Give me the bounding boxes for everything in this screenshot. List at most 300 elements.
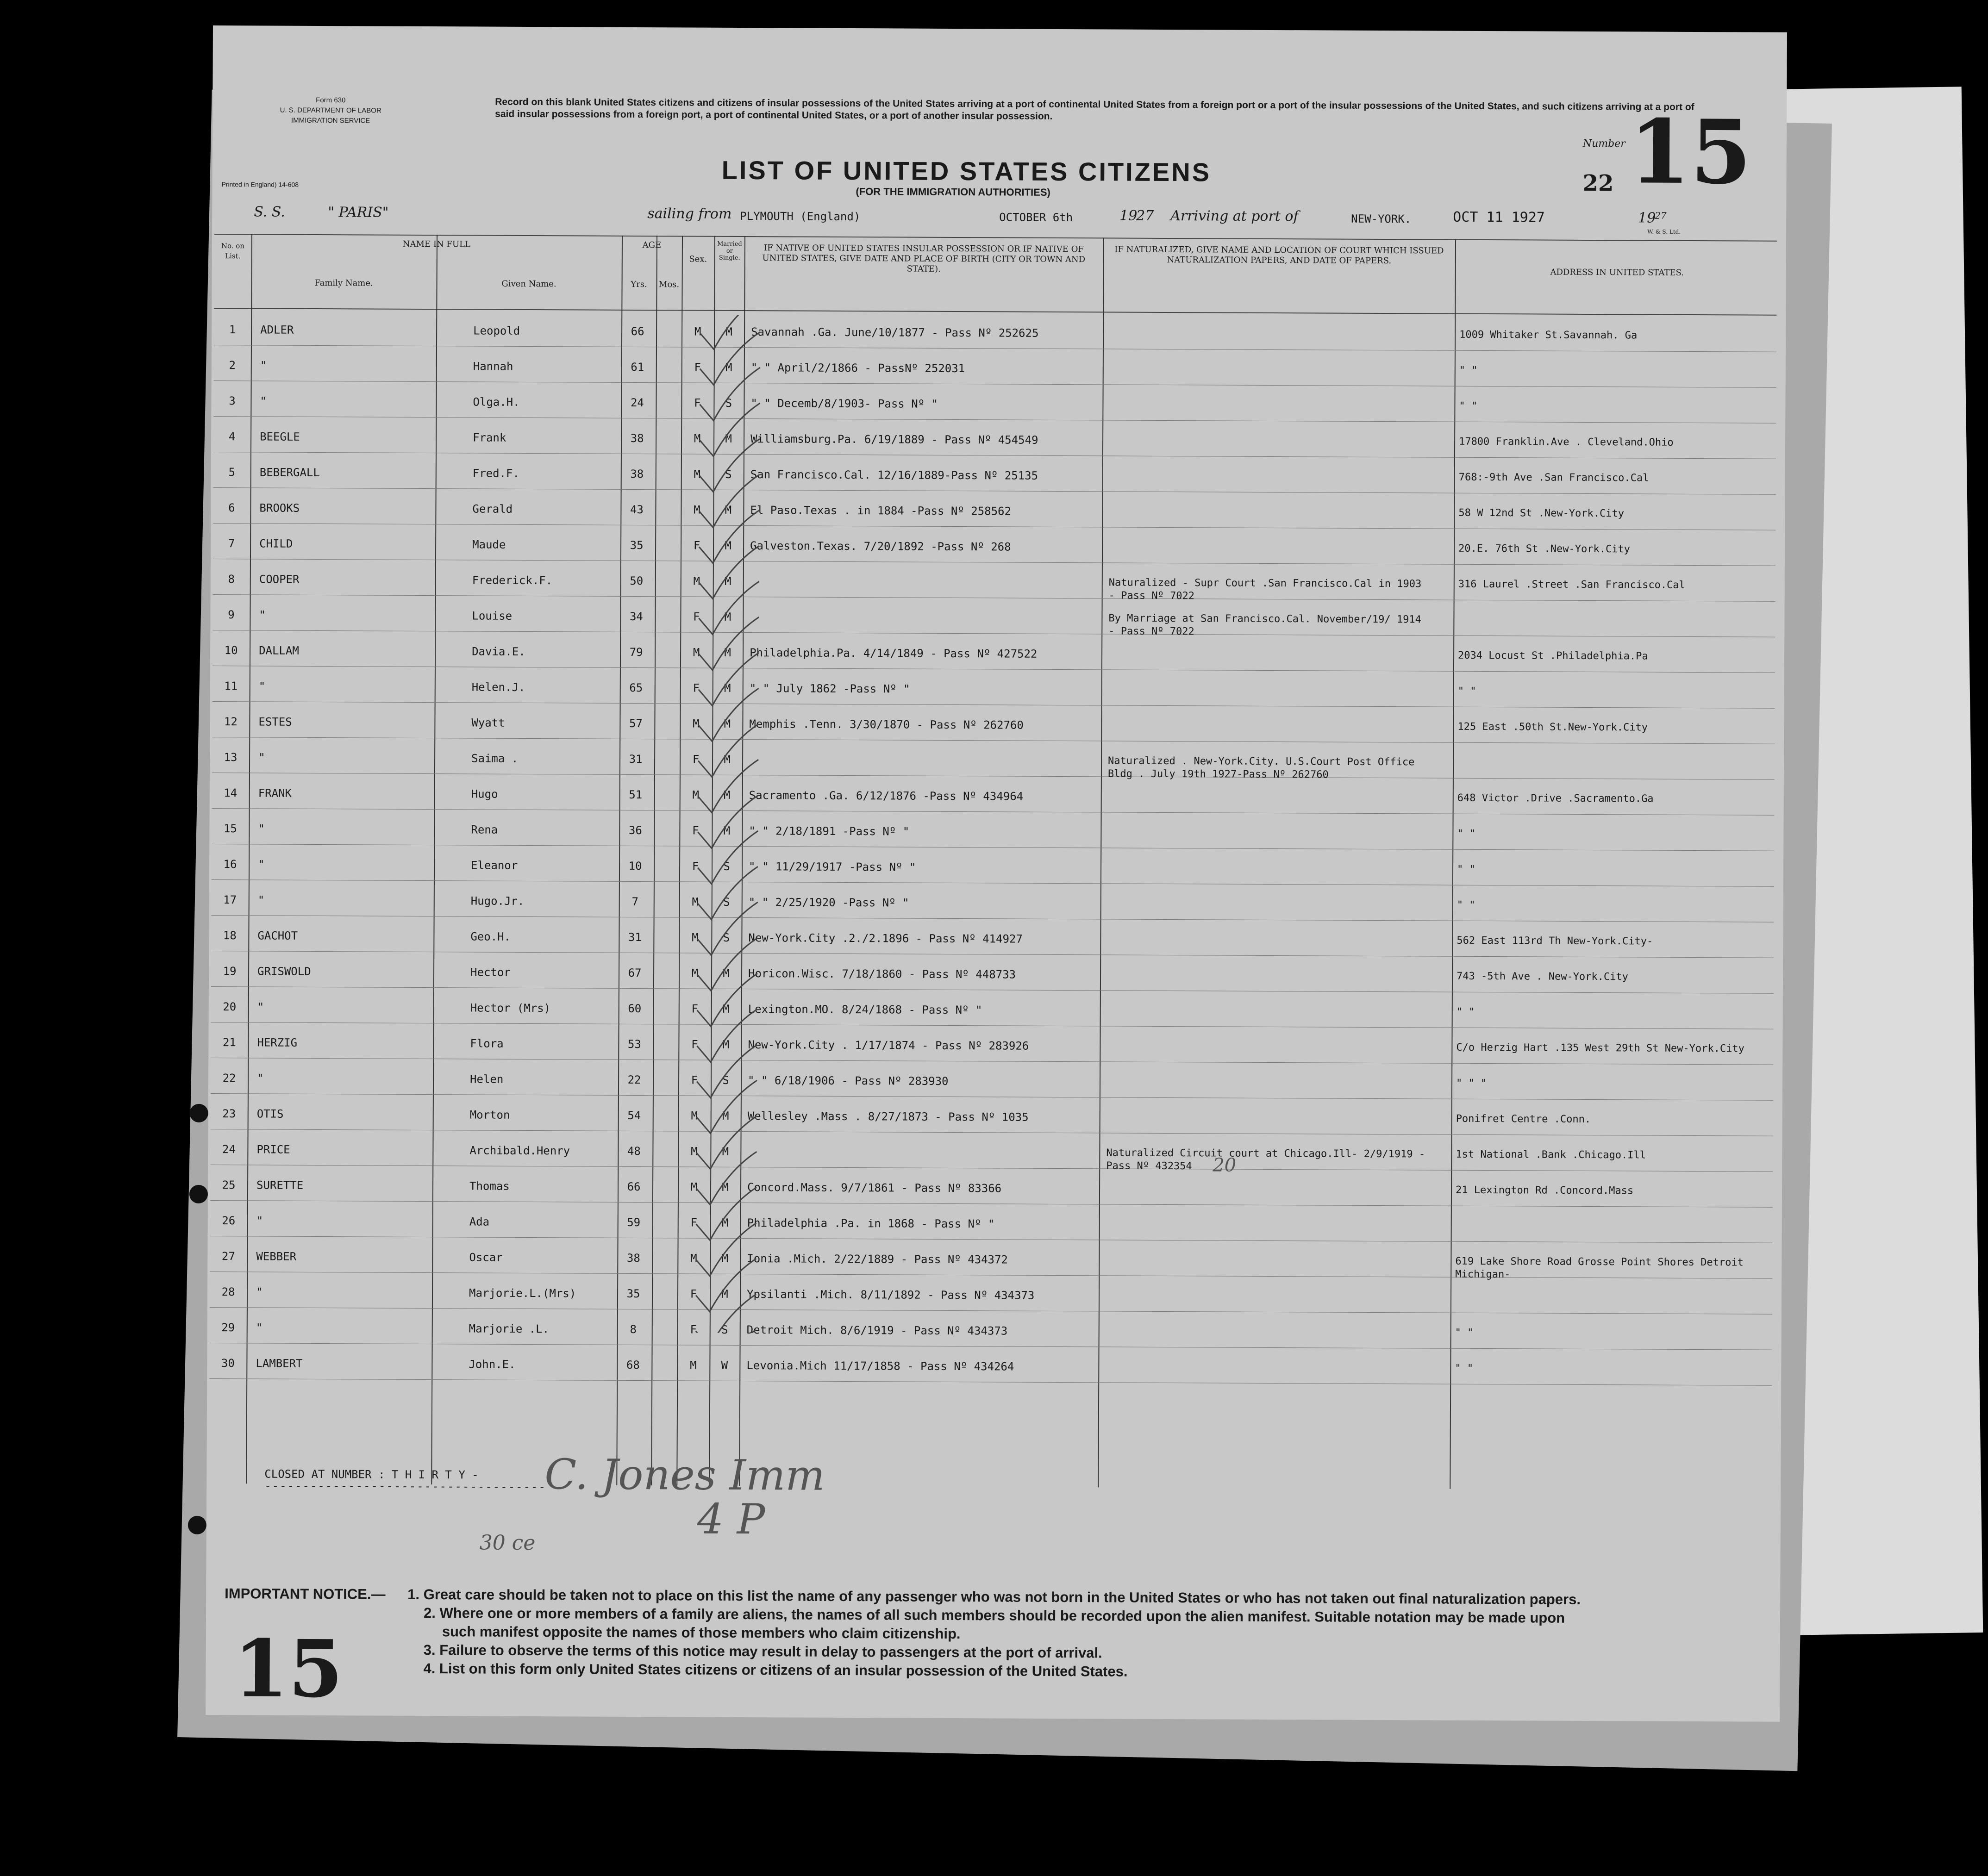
cell-birth: New-York.City .2./2.1896 - Pass Nº 414927	[748, 931, 1023, 946]
cell-family: ESTES	[258, 715, 292, 729]
header-given-name: Given Name.	[501, 279, 556, 289]
cell-sex: M	[694, 467, 701, 481]
cell-no: 7	[228, 537, 235, 550]
handwritten-note: 30 ce	[479, 1531, 536, 1555]
row-rule	[211, 1093, 1773, 1101]
cell-age: 31	[628, 930, 642, 944]
cell-address: 1009 Whitaker St.Savannah. Ga	[1459, 329, 1638, 342]
cell-sex: M	[691, 966, 699, 980]
departure-date: OCTOBER 6th	[999, 211, 1073, 224]
cell-no: 24	[222, 1143, 236, 1156]
handwritten-note: 4 P	[697, 1495, 765, 1544]
cell-sex: M	[690, 1180, 698, 1194]
cell-family: BEEGLE	[260, 430, 300, 443]
cell-no: 29	[221, 1321, 235, 1334]
cell-married: M	[722, 1145, 729, 1158]
cell-given: Archibald.Henry	[469, 1144, 570, 1158]
cell-given: Ada	[469, 1215, 490, 1228]
list-number-small: 22	[1582, 170, 1614, 197]
cell-sex: M	[694, 325, 701, 338]
cell-address	[1455, 1291, 1770, 1292]
cell-given: Hugo	[471, 787, 498, 801]
cell-birth: Philadelphia .Pa. in 1868 - Pass Nº "	[747, 1216, 995, 1231]
cell-married: S	[725, 467, 732, 481]
row-rule	[212, 879, 1774, 887]
cell-age: 79	[629, 645, 643, 659]
department-name: U. S. DEPARTMENT OF LABOR	[280, 106, 381, 115]
page-title: LIST OF UNITED STATES CITIZENS	[721, 155, 1212, 187]
list-number-stamp: 15	[1629, 100, 1752, 204]
cell-address: 1st National .Bank .Chicago.Ill	[1456, 1148, 1646, 1161]
cell-address: " "	[1457, 899, 1475, 911]
cell-age: 60	[628, 1002, 642, 1016]
printer-mark: W. & S. Ltd.	[1647, 228, 1681, 235]
row-rule	[211, 1022, 1774, 1029]
cell-age: 68	[626, 1358, 640, 1372]
cell-age: 34	[629, 610, 643, 623]
cell-no: 9	[228, 608, 235, 622]
cell-birth: Concord.Mass. 9/7/1861 - Pass Nº 83366	[747, 1181, 1002, 1195]
cell-family: ADLER	[260, 323, 294, 337]
cell-natural	[1109, 541, 1433, 542]
closing-line: CLOSED AT NUMBER : T H I R T Y -	[264, 1467, 479, 1482]
cell-address: C/o Herzig Hart .135 West 29th St New-York.City	[1456, 1041, 1744, 1055]
form-preamble: Record on this blank United States citizens and citizens of insular possessions of the United States arriving at a port of continental United States from a foreign port or a port of the insular possessions of the United States, and such citizens arriving at a port of said insular possessions from a foreign port, a port of continental United States, or a port of another insular possession.	[495, 96, 1694, 122]
cell-address: 743 -5th Ave . New-York.City	[1457, 970, 1628, 983]
punch-hole	[189, 1185, 208, 1203]
cell-given: Frank	[473, 431, 506, 444]
cell-natural	[1108, 683, 1432, 685]
page-subtitle: (FOR THE IMMIGRATION AUTHORITIES)	[856, 186, 1050, 198]
cell-no: 6	[228, 501, 235, 515]
cell-given: Fred.F.	[472, 467, 520, 480]
cell-given: Olga.H.	[473, 395, 520, 409]
cell-birth: Detroit Mich. 8/6/1919 - Pass Nº 434373	[746, 1323, 1008, 1338]
cell-no: 5	[228, 466, 236, 479]
rule	[1450, 239, 1456, 1489]
row-rule	[211, 951, 1774, 958]
row-rule	[210, 1200, 1773, 1208]
cell-address: " "	[1455, 1362, 1474, 1374]
notice-item-2: 2. Where one or more members of a family are aliens, the names of all such members should be recorded upon the alien manifest. Suitable notation may be made upon	[423, 1605, 1565, 1626]
cell-given: Louise	[472, 609, 513, 623]
sailing-label: sailing from	[647, 206, 732, 222]
row-rule	[211, 1058, 1773, 1065]
cell-natural	[1109, 505, 1433, 506]
cell-married: M	[721, 1252, 729, 1265]
row-rule	[213, 594, 1775, 602]
cell-given: Hector (Mrs)	[470, 1001, 551, 1015]
cell-natural	[1110, 362, 1434, 364]
cell-married: M	[722, 1109, 729, 1122]
rule	[431, 235, 438, 1484]
voyage-line	[240, 204, 1768, 238]
cell-given: Hannah	[473, 360, 513, 373]
cell-no: 8	[228, 573, 235, 586]
cell-address: " "	[1459, 364, 1478, 376]
cell-birth: " " 11/29/1917 -Pass Nº "	[749, 860, 916, 874]
cell-birth: Galveston.Texas. 7/20/1892 -Pass Nº 268	[750, 539, 1011, 554]
cell-sex: F	[691, 1073, 698, 1087]
row-rule	[214, 380, 1776, 388]
cell-married: M	[725, 432, 732, 445]
cell-married: M	[725, 325, 732, 338]
cell-given: Wyatt	[471, 716, 505, 729]
cell-natural	[1107, 897, 1432, 898]
cell-married: S	[723, 931, 730, 944]
cell-given: Oscar	[469, 1251, 503, 1264]
cell-natural	[1107, 1040, 1431, 1041]
cell-married: M	[724, 610, 731, 623]
cell-married: S	[723, 895, 730, 909]
cell-married: M	[721, 1287, 728, 1301]
cell-age: 53	[627, 1037, 641, 1051]
cell-sex: M	[693, 574, 700, 588]
cell-family: "	[256, 1285, 263, 1299]
cell-birth: " " July 1862 -Pass Nº "	[749, 682, 910, 696]
cell-birth: Ionia .Mich. 2/22/1889 - Pass Nº 434372	[747, 1252, 1008, 1266]
year-prefix: 19	[1119, 207, 1138, 224]
cell-family: "	[256, 1214, 263, 1228]
cell-no: 23	[222, 1107, 236, 1121]
cell-address: Ponifret Centre .Conn.	[1456, 1113, 1591, 1126]
cell-birth: " " 6/18/1906 - Pass Nº 283930	[748, 1074, 949, 1088]
row-rule	[213, 452, 1776, 459]
pencil-mark: 20	[1213, 1154, 1237, 1176]
cell-given: Eleanor	[471, 859, 518, 872]
cell-birth: " " Decemb/8/1903- Pass Nº "	[750, 397, 938, 411]
cell-married: S	[723, 860, 730, 873]
cell-address: 21 Lexington Rd .Concord.Mass	[1455, 1184, 1634, 1197]
cell-sex: F	[694, 396, 701, 410]
row-rule	[209, 1378, 1772, 1386]
cell-natural	[1105, 1360, 1429, 1362]
cell-married: M	[722, 1038, 730, 1051]
header-birth: IF NATIVE OF UNITED STATES INSULAR POSSESSION OR IF NATIVE OF UNITED STATES, GIVE DATE AND PLACE OF BIRTH (CITY OR TOWN AND STATE).	[762, 243, 1086, 274]
cell-natural	[1110, 398, 1434, 399]
cell-age: 10	[628, 859, 642, 873]
cell-family: "	[257, 893, 265, 907]
cell-married: M	[724, 646, 731, 659]
row-rule	[214, 345, 1776, 352]
cell-natural	[1108, 790, 1432, 792]
cell-natural	[1107, 826, 1432, 827]
cell-sex: M	[693, 717, 700, 730]
cell-address: 17800 Franklin.Ave . Cleveland.Ohio	[1459, 436, 1674, 449]
cell-natural: Naturalized Circuit court at Chicago.Ill- 2/9/1919 - Pass Nº 432354	[1106, 1147, 1425, 1172]
cell-given: Gerald	[472, 502, 513, 516]
inspector-signature: C. Jones Imm	[544, 1450, 825, 1500]
cell-family: "	[258, 822, 265, 835]
cell-natural	[1107, 1004, 1431, 1005]
row-rule	[212, 773, 1775, 780]
cell-family: DALLAM	[259, 644, 299, 657]
header-name-in-full: NAME IN FULL	[402, 239, 471, 249]
cell-no: 20	[223, 1000, 237, 1014]
row-rule	[213, 523, 1775, 530]
cell-natural	[1106, 1325, 1430, 1326]
cell-given: Geo.H.	[470, 930, 511, 943]
number-label: Number	[1582, 137, 1625, 150]
cell-age: 61	[631, 360, 644, 374]
cell-married: M	[723, 824, 731, 837]
cell-married: M	[724, 753, 731, 766]
cell-family: HERZIG	[257, 1036, 298, 1049]
cell-birth: Memphis .Tenn. 3/30/1870 - Pass Nº 262760	[749, 717, 1024, 732]
departure-year: 27	[1136, 207, 1154, 224]
ship-name: " PARIS"	[328, 204, 389, 221]
cell-age: 35	[630, 538, 644, 552]
row-rule	[211, 1129, 1773, 1136]
cell-address: 58 W 12nd St .New-York.City	[1458, 507, 1625, 520]
cell-given: Flora	[470, 1037, 504, 1050]
cell-address	[1457, 756, 1772, 758]
cell-address: 648 Victor .Drive .Sacramento.Ga	[1457, 792, 1654, 805]
row-rule	[212, 737, 1775, 744]
cell-given: Saima .	[471, 752, 519, 765]
cell-given: Maude	[472, 538, 506, 551]
cell-given: Helen.J.	[471, 680, 525, 694]
notice-lead: IMPORTANT NOTICE.—	[225, 1585, 386, 1602]
cell-address: " "	[1457, 685, 1476, 697]
cell-given: Rena	[471, 823, 498, 836]
punch-hole	[190, 1104, 208, 1122]
cell-given: Thomas	[469, 1179, 510, 1193]
cell-sex: F	[691, 1002, 699, 1016]
cell-natural	[1106, 1253, 1430, 1255]
cell-married: M	[724, 681, 731, 695]
cell-no: 1	[229, 323, 236, 337]
cell-address: " "	[1456, 1006, 1475, 1018]
cell-given: Marjorie.L.(Mrs)	[469, 1286, 576, 1300]
row-rule	[211, 986, 1774, 994]
cell-birth: El Paso.Texas . in 1884 -Pass Nº 258562	[750, 504, 1012, 518]
cell-age: 8	[630, 1322, 637, 1336]
cell-age: 35	[626, 1287, 640, 1301]
cell-no: 16	[223, 858, 237, 871]
cell-no: 4	[228, 430, 236, 443]
cell-address: " " "	[1456, 1077, 1487, 1090]
row-rule	[212, 808, 1775, 816]
cell-married: M	[725, 361, 732, 374]
cell-given: John.E.	[469, 1358, 516, 1371]
cell-sex: M	[690, 1252, 697, 1265]
cell-address: 619 Lake Shore Road Grosse Point Shores Detroit Michigan-	[1455, 1255, 1744, 1281]
cell-address: " "	[1459, 400, 1478, 412]
row-rule	[213, 487, 1776, 495]
cell-sex: F	[690, 1287, 697, 1301]
row-rule	[213, 416, 1776, 424]
cell-age: 54	[627, 1109, 641, 1122]
rule	[214, 308, 1776, 316]
printer-note: Printed in England) 14-608	[221, 181, 299, 188]
cell-age: 36	[628, 823, 642, 837]
notice-item-1: 1. Great care should be taken not to place on this list the name of any passenger who was not born in the United States or who has not taken out final naturalization papers.	[407, 1586, 1581, 1608]
cell-family: SURETTE	[256, 1178, 304, 1192]
cell-no: 3	[229, 394, 236, 408]
row-rule	[212, 915, 1774, 922]
cell-married: M	[724, 574, 731, 588]
header-naturalized: IF NATURALIZED, GIVE NAME AND LOCATION OF COURT WHICH ISSUED NATURALIZATION PAPERS, AND DATE OF PAPERS.	[1114, 244, 1444, 266]
cell-address: " "	[1455, 1327, 1474, 1339]
cell-address: " "	[1457, 828, 1476, 840]
cell-natural	[1108, 648, 1432, 649]
cell-natural: Naturalized . New-York.City. U.S.Court Post Office Bldg . July 19th 1927-Pass Nº 262760	[1107, 755, 1415, 781]
rule	[651, 236, 657, 1485]
cell-family: "	[257, 1000, 264, 1014]
cell-birth: Wellesley .Mass . 8/27/1873 - Pass Nº 1035	[747, 1109, 1029, 1124]
cell-sex: F	[692, 824, 699, 837]
cell-family: WEBBER	[256, 1250, 297, 1263]
cell-natural	[1107, 968, 1431, 970]
cell-married: S	[725, 396, 732, 410]
header-yrs: Yrs.	[631, 279, 647, 290]
cell-family: PRICE	[256, 1143, 290, 1156]
cell-birth: Levonia.Mich 11/17/1858 - Pass Nº 434264	[746, 1359, 1014, 1373]
cell-sex: M	[692, 931, 699, 944]
cell-no: 21	[222, 1036, 236, 1049]
arrival-port: NEW-YORK.	[1351, 212, 1412, 226]
cell-family: FRANK	[258, 786, 292, 800]
cell-age: 65	[629, 681, 643, 695]
cell-birth: Lexington.MO. 8/24/1868 - Pass Nº "	[748, 1003, 982, 1017]
cell-family: GRISWOLD	[257, 965, 311, 978]
cell-sex: M	[694, 432, 701, 445]
cell-age: 38	[630, 431, 644, 445]
cell-birth: San Francisco.Cal. 12/16/1889-Pass Nº 25135	[750, 468, 1038, 482]
cell-no: 2	[229, 359, 236, 372]
cell-age: 22	[627, 1073, 641, 1087]
cell-no: 10	[224, 644, 238, 657]
cell-address: 768:-9th Ave .San Francisco.Cal	[1458, 471, 1649, 484]
cell-sex: F	[692, 753, 700, 766]
cell-natural	[1109, 434, 1433, 435]
row-rule	[213, 666, 1775, 673]
rule	[246, 234, 252, 1483]
cell-given: Morton	[469, 1108, 510, 1122]
cell-family: "	[260, 359, 267, 372]
cell-no: 28	[221, 1285, 235, 1299]
header-age: AGE	[642, 240, 662, 250]
closing-underline: -------------------------------------	[264, 1479, 546, 1494]
cell-family: GACHOT	[257, 929, 298, 942]
cell-age: 38	[626, 1251, 640, 1265]
row-rule	[210, 1236, 1773, 1243]
cell-sex: M	[693, 646, 700, 659]
header-sex: Sex.	[689, 254, 707, 264]
cell-married: S	[722, 1073, 729, 1087]
cell-no: 27	[221, 1250, 235, 1263]
departure-port: PLYMOUTH (England)	[740, 209, 861, 224]
cell-age: 31	[629, 752, 643, 766]
arrival-date-stamp: OCT 11 1927	[1453, 209, 1545, 226]
rule	[1098, 237, 1104, 1487]
cell-family: "	[258, 751, 265, 764]
punch-hole	[188, 1516, 206, 1534]
cell-family: "	[258, 679, 266, 693]
notice-item-3: 3. Failure to observe the terms of this notice may result in delay to passengers at the port of arrival.	[423, 1642, 1102, 1661]
cell-natural	[1109, 469, 1433, 471]
service-name: IMMIGRATION SERVICE	[291, 116, 370, 125]
cell-address: 562 East 113rd Th New-York.City-	[1457, 935, 1653, 947]
form-identifier	[254, 95, 407, 126]
row-rule	[210, 1343, 1772, 1350]
notice-item-4: 4. List on this form only United States citizens or citizens of an insular possession of the United States.	[423, 1660, 1128, 1680]
cell-age: 48	[627, 1144, 641, 1158]
cell-age: 67	[628, 966, 642, 980]
cell-married: M	[725, 539, 731, 552]
cell-no: 17	[223, 893, 237, 907]
cell-family: CHILD	[259, 537, 293, 550]
header-mos: Mos.	[658, 280, 680, 290]
cell-no: 18	[223, 929, 237, 942]
cell-sex: F	[690, 1216, 698, 1229]
cell-family: "	[256, 1321, 263, 1334]
cell-natural	[1106, 1289, 1430, 1290]
cell-age: 43	[630, 503, 644, 517]
arrival-year: 27	[1655, 210, 1667, 221]
cell-sex: M	[691, 1109, 698, 1122]
cell-age: 24	[630, 396, 644, 410]
cell-sex: F	[690, 1323, 697, 1336]
cell-natural: By Marriage at San Francisco.Cal. November/19/ 1914 - Pass Nº 7022	[1108, 612, 1421, 638]
cell-birth: New-York.City . 1/17/1874 - Pass Nº 283926	[748, 1038, 1029, 1053]
cell-family: LAMBERT	[256, 1357, 303, 1370]
cell-given: Davia.E.	[472, 645, 525, 658]
cell-birth: Horicon.Wisc. 7/18/1860 - Pass Nº 448733	[748, 967, 1016, 981]
row-rule	[210, 1165, 1773, 1172]
cell-address: 20.E. 76th St .New-York.City	[1458, 542, 1631, 555]
cell-married: M	[722, 1002, 730, 1016]
cell-married: M	[725, 503, 732, 517]
cell-given: Frederick.F.	[472, 573, 553, 587]
cell-sex: M	[691, 1145, 698, 1158]
cell-birth: Philadelphia.Pa. 4/14/1849 - Pass Nº 427522	[750, 646, 1038, 661]
cell-sex: F	[694, 361, 701, 374]
header-no: No. on List.	[221, 242, 245, 261]
cell-sex: M	[690, 1359, 697, 1372]
cell-sex: M	[692, 895, 699, 909]
row-rule	[210, 1307, 1772, 1315]
row-rule	[213, 630, 1775, 637]
cell-sex: M	[692, 788, 700, 802]
manifest-sheet	[206, 25, 1787, 1722]
cell-family: "	[257, 1072, 264, 1085]
year-prefix: 19	[1638, 210, 1656, 226]
header-married: Married or Single.	[717, 240, 742, 262]
cell-birth: Williamsburg.Pa. 6/19/1889 - Pass Nº 454549	[750, 432, 1038, 447]
cell-family: "	[258, 858, 265, 871]
row-rule	[212, 844, 1774, 851]
cell-family: COOPER	[259, 573, 300, 586]
manifest-table	[209, 234, 1777, 1490]
header-family-name: Family Name.	[314, 278, 373, 288]
clerk-check-marks	[687, 315, 923, 1334]
cell-sex: F	[693, 681, 700, 695]
cell-birth: " " April/2/1866 - PassNº 252031	[750, 361, 965, 375]
arriving-label: Arriving at port of	[1170, 208, 1299, 225]
cell-married: S	[721, 1323, 728, 1336]
cell-no: 22	[222, 1072, 236, 1085]
cell-given: Leopold	[473, 324, 520, 337]
cell-natural	[1110, 327, 1434, 328]
cell-age: 7	[631, 895, 639, 909]
cell-address	[1456, 1220, 1770, 1221]
cell-sex: F	[692, 860, 699, 873]
cell-natural	[1106, 1182, 1430, 1184]
cell-married: M	[721, 1216, 729, 1229]
cell-married: W	[721, 1359, 728, 1372]
